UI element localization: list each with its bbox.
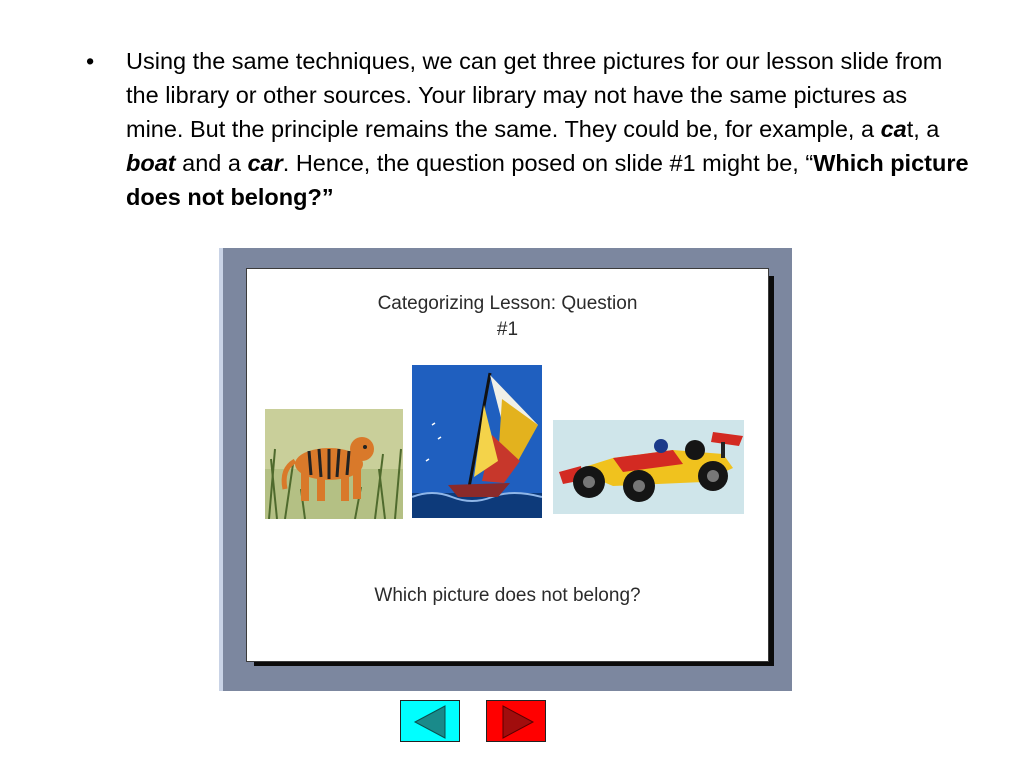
slide-title	[247, 291, 768, 343]
sailboat-picture	[412, 365, 542, 518]
text-car-emphasis: car	[247, 150, 283, 176]
text-part2: . Hence, the question posed on slide #1 might be, “	[282, 150, 814, 176]
screenshot-edge	[219, 248, 223, 691]
forward-button[interactable]	[486, 700, 546, 742]
bullet-text	[126, 44, 971, 214]
back-button[interactable]	[400, 700, 460, 742]
race-car-picture	[553, 420, 744, 514]
text-question-emphasis: Which picture does not belong?”	[126, 150, 969, 210]
slide-title-line2: #1	[496, 319, 519, 340]
slide-question: Which picture does not belong?	[374, 585, 641, 606]
slide-title-line1: Categorizing Lesson: Question	[377, 293, 638, 314]
text-cat-emphasis: ca	[880, 116, 907, 142]
text-cat-rest: t	[906, 116, 914, 142]
text-sep1: , a	[913, 116, 940, 142]
text-sep2: and a	[175, 150, 248, 176]
text-part1: Using the same techniques, we can get three pictures for our lesson slide from the library or other sources. Your library may not have the same pictures as mine. But the principle remains the same. They could be, for example, a	[126, 48, 943, 142]
triangle-right-icon	[487, 701, 547, 743]
text-boat-emphasis: boat	[126, 150, 176, 176]
triangle-left-icon	[401, 701, 461, 743]
bullet-paragraph	[86, 44, 986, 214]
bullet-marker: •	[86, 48, 95, 74]
tiger-picture	[265, 409, 403, 519]
